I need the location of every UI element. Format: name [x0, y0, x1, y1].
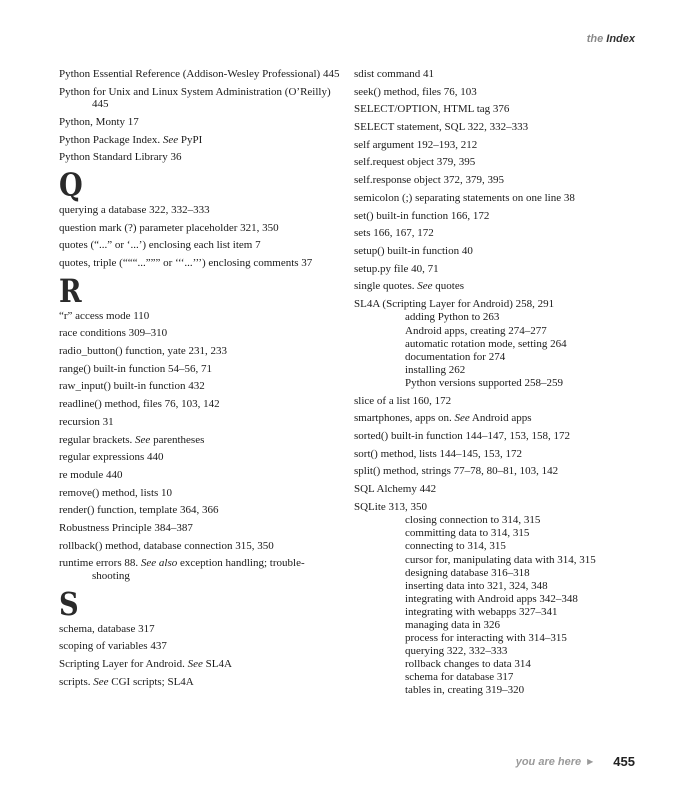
- index-entry: [59, 327, 341, 340]
- index-entry: [59, 504, 341, 517]
- index-entry: [354, 86, 644, 99]
- entry-text: setup() built-in function 40: [354, 244, 473, 257]
- index-entry: [354, 210, 644, 223]
- index-entry: [59, 676, 341, 689]
- you-are-here-label: you are here: [515, 755, 582, 768]
- entry-text: range() built-in function 54–56, 71: [59, 362, 213, 375]
- entry-text: quotes (“...” or ‘...’) enclosing each list item 7: [59, 239, 261, 252]
- index-subentry: Python versions supported 258–259: [405, 376, 563, 389]
- see-target: SL4A: [202, 657, 232, 670]
- index-subentry: installing 262: [405, 363, 466, 376]
- see-target: exception handling; trouble-shooting: [92, 557, 305, 582]
- index-entry: [354, 465, 644, 478]
- see-reference: See: [187, 657, 203, 670]
- entry-text: Python, Monty 17: [59, 115, 139, 128]
- entry-text: radio_button() function, yate 231, 233: [59, 345, 228, 358]
- entry-text: regular expressions 440: [59, 451, 164, 464]
- index-entry: [59, 557, 341, 582]
- see-reference: See: [417, 280, 433, 293]
- index-subentry: connecting to 314, 315: [405, 540, 506, 553]
- index-subentry: tables in, creating 319–320: [405, 684, 525, 697]
- index-subentry: querying 322, 332–333: [405, 645, 508, 658]
- index-subentry: adding Python to 263: [405, 311, 500, 324]
- entry-text: sdist command 41: [354, 68, 435, 80]
- entry-text: Scripting Layer for Android.: [59, 657, 188, 670]
- index-entry: [354, 448, 644, 461]
- entry-text: scoping of variables 437: [59, 640, 167, 653]
- header-index: Index: [606, 33, 635, 45]
- index-entry: [59, 363, 341, 376]
- entry-text: single quotes.: [354, 280, 418, 293]
- entry-text: split() method, strings 77–78, 80–81, 103, 142: [354, 465, 559, 478]
- entry-text: runtime errors 88.: [59, 557, 141, 570]
- section-letter: R: [59, 271, 82, 310]
- entry-text: self argument 192–193, 212: [354, 138, 478, 151]
- entry-text: sort() method, lists 144–145, 153, 172: [354, 447, 523, 460]
- see-target: Android apps: [469, 412, 532, 425]
- index-subentry: inserting data into 321, 324, 348: [405, 579, 548, 592]
- index-entry: [59, 658, 341, 671]
- index-entry: [59, 416, 341, 429]
- index-entry: [59, 640, 341, 653]
- page-footer: [516, 754, 635, 769]
- index-subentry: rollback changes to data 314: [405, 658, 531, 671]
- index-entry: [354, 121, 644, 134]
- entry-text: “r” access mode 110: [59, 309, 150, 322]
- index-subentry: Android apps, creating 274–277: [405, 324, 547, 337]
- entry-text: scripts.: [59, 675, 94, 688]
- entry-text: set() built-in function 166, 172: [354, 209, 490, 222]
- index-entry: [354, 103, 644, 116]
- index-column-left: [59, 68, 341, 693]
- page-number: 455: [613, 754, 635, 769]
- index-entry: [59, 434, 341, 447]
- see-reference: See: [93, 675, 109, 688]
- index-entry: [354, 139, 644, 152]
- index-entry: [59, 68, 341, 81]
- see-reference: See: [454, 412, 470, 425]
- entry-text: readline() method, files 76, 103, 142: [59, 398, 220, 411]
- index-subentry: integrating with Android apps 342–348: [405, 592, 578, 605]
- entry-text: race conditions 309–310: [59, 327, 168, 340]
- entry-text: remove() method, lists 10: [59, 486, 173, 499]
- entry-text: SQLite 313, 350: [354, 500, 428, 513]
- index-entry: [354, 412, 644, 425]
- entry-text: Python Package Index.: [59, 133, 163, 146]
- entry-text: SQL Alchemy 442: [354, 483, 437, 496]
- index-entry: [354, 263, 644, 276]
- index-entry: [59, 451, 341, 464]
- index-subentry: closing connection to 314, 315: [405, 514, 541, 527]
- index-subentry: integrating with webapps 327–341: [405, 605, 558, 618]
- arrow-right-icon: ▶: [587, 757, 594, 766]
- entry-text: SELECT/OPTION, HTML tag 376: [354, 103, 510, 116]
- index-entry: [59, 134, 341, 147]
- entry-text: raw_input() built-in function 432: [59, 380, 205, 393]
- entry-text: quotes, triple (“““...””” or ‘‘‘...’’’) enclosing comments 37: [59, 257, 313, 269]
- section-letter: Q: [59, 165, 83, 204]
- index-subentry: managing data in 326: [405, 618, 501, 631]
- index-entry: [354, 483, 644, 496]
- entry-text: smartphones, apps on.: [354, 412, 455, 425]
- entry-text: Python Essential Reference (Addison-Wesley Professional) 445: [59, 68, 340, 80]
- index-entry: [59, 222, 341, 235]
- entry-text: render() function, template 364, 366: [59, 504, 219, 517]
- index-subentry: designing database 316–318: [405, 566, 530, 579]
- entry-text: seek() method, files 76, 103: [354, 85, 477, 98]
- index-entry: [59, 469, 341, 482]
- entry-text: sets 166, 167, 172: [354, 227, 434, 240]
- entry-text: regular brackets.: [59, 433, 136, 446]
- index-subentry: automatic rotation mode, setting 264: [405, 337, 567, 350]
- entry-text: SL4A (Scripting Layer for Android) 258, 291: [354, 297, 555, 310]
- index-entry: [59, 540, 341, 553]
- index-entry: [354, 227, 644, 240]
- running-header: [587, 33, 635, 45]
- index-entry: [354, 430, 644, 443]
- index-entry: [59, 151, 341, 164]
- see-reference: See: [162, 133, 179, 146]
- section-letter: S: [59, 584, 79, 623]
- index-entry: [59, 310, 341, 323]
- index-entry: [354, 192, 644, 205]
- index-subentry: cursor for, manipulating data with 314, 315: [405, 553, 596, 566]
- see-target: quotes: [432, 280, 464, 293]
- index-entry: [354, 395, 644, 408]
- see-target: PyPI: [178, 133, 203, 146]
- index-entry: [354, 156, 644, 169]
- see-target: CGI scripts; SL4A: [108, 675, 194, 688]
- index-entry: [354, 501, 644, 697]
- entry-text: question mark (?) parameter placeholder 321, 350: [59, 221, 279, 234]
- entry-text: SELECT statement, SQL 322, 332–333: [354, 121, 529, 134]
- index-subentry: documentation for 274: [405, 350, 506, 363]
- entry-text: Python Standard Library 36: [59, 151, 182, 164]
- index-entry: [354, 280, 644, 293]
- entry-text: semicolon (;) separating statements on one line 38: [354, 191, 575, 204]
- entry-text: recursion 31: [59, 415, 114, 428]
- index-entry: [354, 174, 644, 187]
- index-entry: [59, 398, 341, 411]
- subentry-list: [387, 514, 644, 697]
- header-the: the: [586, 33, 604, 45]
- index-entry: [59, 257, 341, 270]
- index-entry: [59, 345, 341, 358]
- index-entry: [354, 298, 644, 389]
- entry-text: schema, database 317: [59, 622, 155, 635]
- entry-text: Robustness Principle 384–387: [59, 521, 193, 534]
- index-entry: [59, 487, 341, 500]
- index-subentry: schema for database 317: [405, 671, 514, 684]
- see-reference: See: [135, 433, 151, 446]
- subentry-list: [387, 311, 644, 389]
- index-entry: [59, 522, 341, 535]
- entry-text: self.request object 379, 395: [354, 156, 476, 169]
- index-subentry: committing data to 314, 315: [405, 527, 530, 540]
- see-target: parentheses: [150, 433, 205, 446]
- entry-text: sorted() built-in function 144–147, 153, 158, 172: [354, 429, 571, 442]
- entry-text: setup.py file 40, 71: [354, 262, 439, 275]
- entry-text: querying a database 322, 332–333: [59, 203, 210, 216]
- index-entry: [354, 68, 644, 81]
- index-entry: [59, 116, 341, 129]
- index-entry: [354, 245, 644, 258]
- index-entry: [59, 86, 341, 111]
- entry-text: rollback() method, database connection 315, 350: [59, 539, 274, 552]
- index-entry: [59, 623, 341, 636]
- index-entry: [59, 380, 341, 393]
- entry-text: Python for Unix and Linux System Administration (O’Reilly) 445: [59, 85, 331, 111]
- index-subentry: process for interacting with 314–315: [405, 632, 567, 645]
- see-reference: See also: [140, 557, 178, 570]
- entry-text: re module 440: [59, 468, 123, 481]
- entry-text: self.response object 372, 379, 395: [354, 174, 504, 187]
- entry-text: slice of a list 160, 172: [354, 394, 452, 407]
- index-column-right: [354, 68, 644, 702]
- index-entry: [59, 239, 341, 252]
- index-entry: [59, 204, 341, 217]
